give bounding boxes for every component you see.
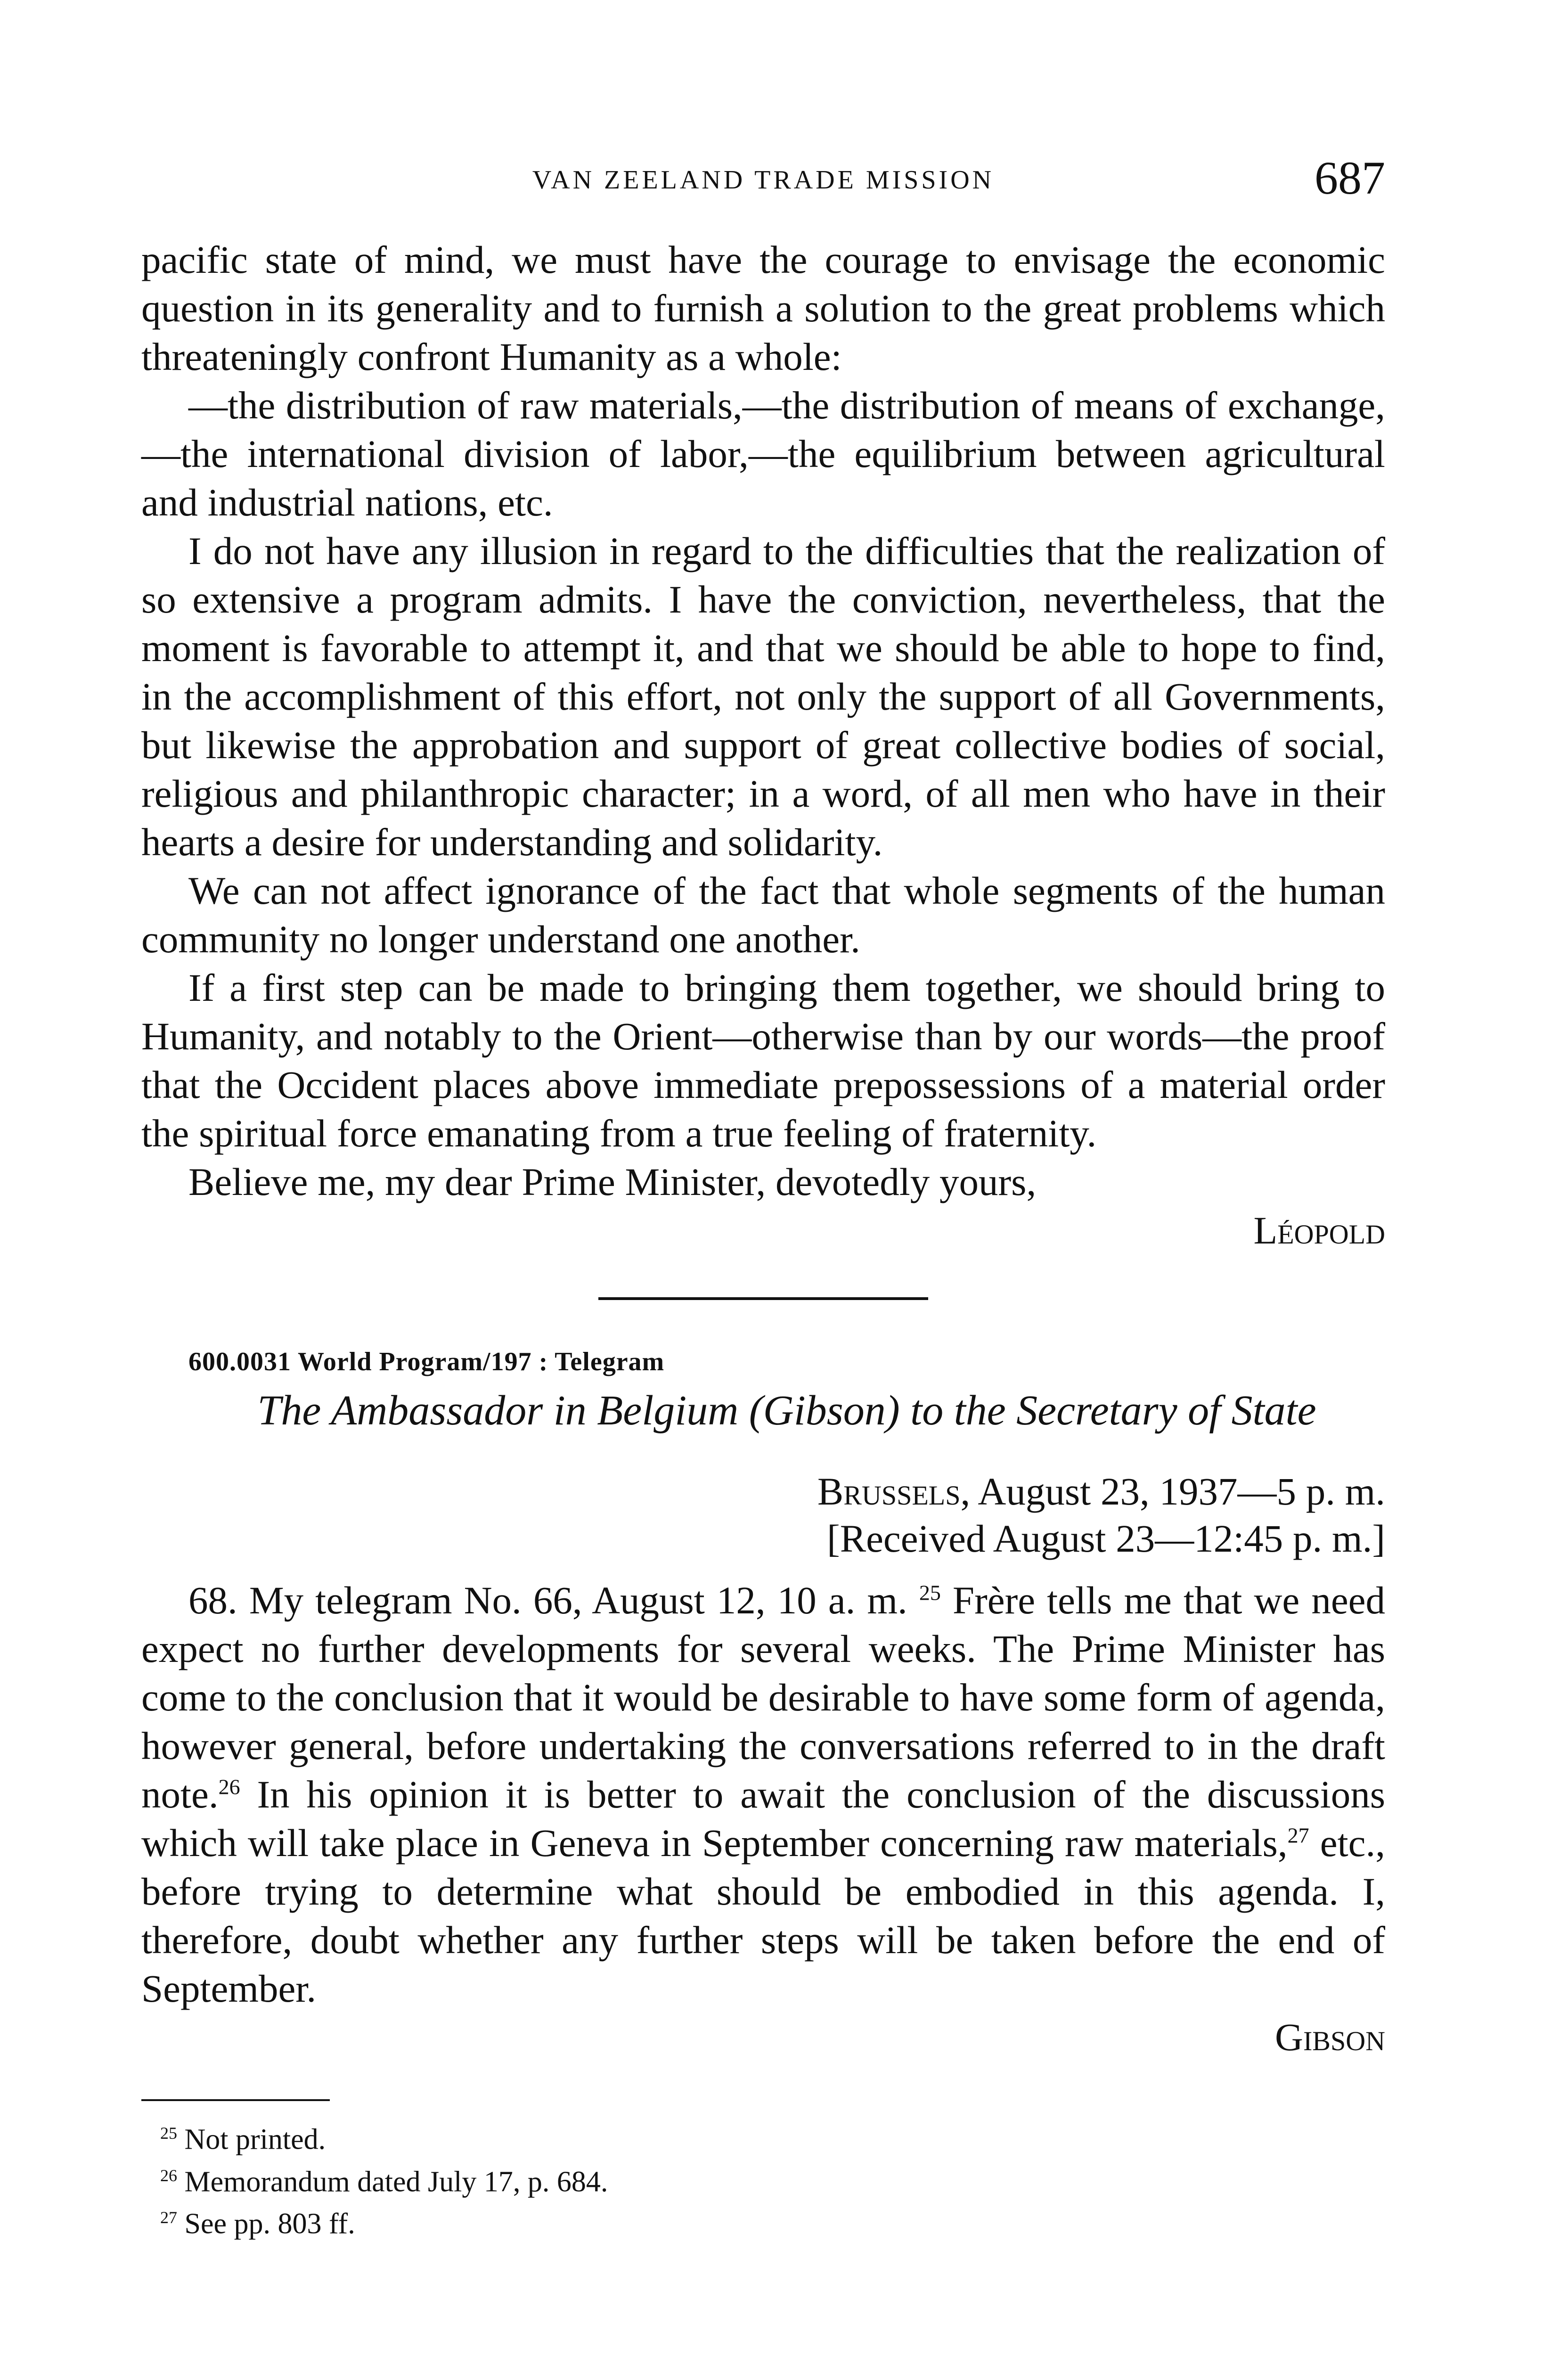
footnote-text: Not printed. xyxy=(184,2123,326,2156)
letter-paragraph: I do not have any illusion in regard to the difficulties that the realization of so extensive a program admits. I have the conviction, nevertheless, that the moment is favorable to attempt it, and that we should be able to hope to find, in the accomplishment of this effort, not only the support of all Governments, but likewise the approbation and support of great collective bodies of social, religious and philanthropic character; in a word, of all men who have in their hearts a desire for understanding and solidarity. xyxy=(141,529,1385,864)
footnote-number: 25 xyxy=(160,2124,177,2143)
footnote-item xyxy=(141,2158,1385,2200)
footnotes xyxy=(141,2115,1385,2242)
footnote-text: See pp. 803 ff. xyxy=(184,2208,355,2240)
footnote-reference: 27 xyxy=(1287,1823,1309,1848)
document-title: The Ambassador in Belgium (Gibson) to the Secretary of State xyxy=(257,1387,1316,1434)
dateline-received: [Received August 23—12:45 p. m.] xyxy=(827,1517,1385,1560)
dateline xyxy=(141,1468,1385,1562)
letter-paragraph: —the distribution of raw materials,—the distribution of means of exchange,—the international division of labor,—the equilibrium between agricultural and industrial nations, etc. xyxy=(141,384,1385,524)
letter-continuation xyxy=(141,236,1385,1255)
footnote-divider xyxy=(141,2099,330,2101)
letter-paragraph: We can not affect ignorance of the fact that whole segments of the human community no longer understand one another. xyxy=(141,869,1385,961)
footnote-reference: 26 xyxy=(218,1775,240,1799)
letter-closing: Believe me, my dear Prime Minister, devotedly yours, xyxy=(188,1160,1037,1203)
telegram-signature: Gibson xyxy=(1275,2015,1385,2059)
dateline-date: , August 23, 1937—5 p. m. xyxy=(960,1470,1385,1513)
dateline-sent xyxy=(141,1468,1385,1515)
letter-paragraph: If a first step can be made to bringing them together, we should bring to Humanity, and notably to the Orient—otherwise than by our words—the proof that the Occident places above immediate prepossessions of a material order the spiritual force emanating from a true feeling of fraternity. xyxy=(141,966,1385,1155)
dateline-place: Brussels xyxy=(817,1470,961,1513)
telegram-paragraph xyxy=(141,1576,1385,2013)
footnote-item xyxy=(141,2115,1385,2158)
footnote-number: 26 xyxy=(160,2166,177,2185)
footnote-reference: 25 xyxy=(919,1580,941,1605)
page-number: 687 xyxy=(1315,152,1385,204)
letter-paragraph: pacific state of mind, we must have the courage to envisage the economic question in its generality and to furnish a solution to the great problems which threateningly confront Humanity as a whole: xyxy=(141,238,1385,378)
telegram-text: Frère tells me that we need expect no further developments for several weeks. The Prime Minister has come to the conclusion that it would be desirable to have some form of agenda, however general, before undertaking the conversations referred to in the draft note. xyxy=(141,1579,1386,1816)
running-head: VAN ZEELAND TRADE MISSION xyxy=(532,165,995,195)
footnote-item xyxy=(141,2200,1385,2242)
section-divider xyxy=(598,1297,928,1300)
telegram-text: 68. My telegram No. 66, August 12, 10 a. m. xyxy=(188,1579,907,1622)
document-file-number: 600.0031 World Program/197 : Telegram xyxy=(188,1347,665,1376)
telegram-text: In his opinion it is better to await the conclusion of the discussions which will take place in Geneva in September concerning raw materials, xyxy=(141,1773,1385,1865)
footnote-number: 27 xyxy=(160,2208,177,2227)
telegram-text: etc., before trying to determine what should be embodied in this agenda. I, therefore, doubt whether any further steps will be taken before the end of September. xyxy=(141,1821,1385,2010)
footnote-text: Memorandum dated July 17, p. 684. xyxy=(184,2166,608,2198)
page-header xyxy=(141,141,1385,204)
page-body xyxy=(141,236,1385,2242)
telegram-document xyxy=(141,1338,1385,2062)
letter-signature: Léopold xyxy=(1253,1209,1385,1252)
